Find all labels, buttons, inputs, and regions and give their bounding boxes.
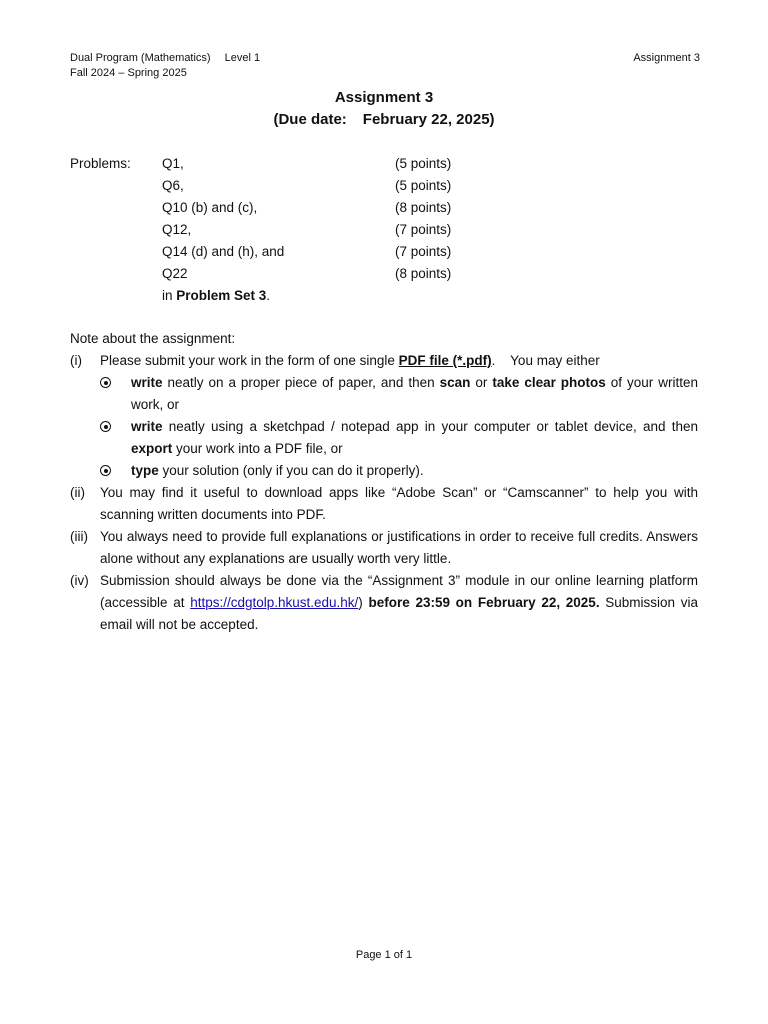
- header-program: Dual Program (Mathematics): [70, 52, 211, 64]
- problem-set-prefix: in: [162, 288, 177, 303]
- problem-set-name: Problem Set 3: [176, 288, 267, 303]
- platform-link[interactable]: https://cdgtolp.hkust.edu.hk/: [190, 595, 359, 610]
- bullet-text: your solution (only if you can do it properly).: [158, 463, 424, 478]
- circle-dot-bullet-icon: [100, 377, 111, 388]
- problems-label: Problems:: [70, 156, 131, 171]
- note-number: (iii): [70, 529, 88, 544]
- bullet-text: neatly on a proper piece of paper, and then: [162, 375, 440, 390]
- bullet-text: or: [470, 375, 493, 390]
- bullet-bold: scan: [439, 375, 471, 390]
- bullet-text: your work into a PDF file, or: [172, 441, 343, 456]
- pdf-file-emphasis: PDF file (*.pdf): [398, 353, 492, 368]
- note-text: Submission should always be done via the “Assignment 3” module in our online learning platform (accessible at: [100, 573, 698, 610]
- note-number: (ii): [70, 485, 85, 500]
- option-bullet-3: [100, 460, 698, 482]
- note-text: Please submit your work in the form of one single: [100, 353, 399, 368]
- problem-points: (7 points): [395, 244, 452, 259]
- problem-points: (8 points): [395, 266, 452, 281]
- problem-points: (5 points): [395, 156, 452, 171]
- option-bullet-2: [100, 416, 698, 460]
- note-number: (i): [70, 353, 82, 368]
- due-date: February 22, 2025): [362, 111, 495, 128]
- note-text: ): [358, 595, 369, 610]
- bullet-bold: write: [131, 375, 163, 390]
- problem-points: (7 points): [395, 222, 452, 237]
- header-assignment: Assignment 3: [633, 52, 700, 64]
- notes-heading: Note about the assignment:: [70, 331, 236, 346]
- problem-set-suffix: .: [266, 288, 271, 303]
- note-number: (iv): [70, 573, 89, 588]
- problem-points: (8 points): [395, 200, 452, 215]
- bullet-text: neatly using a sketchpad / notepad app in your computer or tablet device, and then: [162, 419, 698, 434]
- header-left: [70, 51, 260, 81]
- header-term: Fall 2024 – Spring 2025: [70, 67, 187, 79]
- option-bullet-1: [100, 372, 698, 416]
- problem-question: Q1,: [162, 156, 184, 171]
- problem-question: Q14 (d) and (h), and: [162, 244, 285, 259]
- due-prefix: (Due date:: [273, 111, 347, 128]
- note-text: You may find it useful to download apps like “Adobe Scan” or “Camscanner” to help you with scanning written documents into PDF.: [100, 485, 698, 522]
- note-item-i: [70, 350, 698, 482]
- note-item-iii: [70, 526, 698, 570]
- document-title: Assignment 3: [334, 89, 434, 106]
- circle-dot-bullet-icon: [100, 465, 111, 476]
- note-item-iv: [70, 570, 698, 636]
- note-text: You always need to provide full explanations or justifications in order to receive full credits. Answers alone without any explanations are usually worth very little.: [100, 529, 698, 566]
- problem-question: Q10 (b) and (c),: [162, 200, 258, 215]
- bullet-bold: write: [131, 419, 163, 434]
- bullet-text: of your written work, or: [131, 375, 698, 412]
- due-date-line: [0, 109, 768, 131]
- problem-question: Q12,: [162, 222, 192, 237]
- title-block: [0, 87, 768, 131]
- notes-section: [70, 328, 698, 636]
- problem-question: Q22: [162, 266, 188, 281]
- problem-question: Q6,: [162, 178, 184, 193]
- circle-dot-bullet-icon: [100, 421, 111, 432]
- note-text: Submission via email will not be accepted.: [100, 595, 699, 632]
- bullet-bold: type: [131, 463, 159, 478]
- page-number: Page 1 of 1: [355, 949, 413, 961]
- bullet-bold: take clear photos: [492, 375, 606, 390]
- problem-points: (5 points): [395, 178, 452, 193]
- deadline-emphasis: before 23:59 on February 22, 2025.: [368, 595, 600, 610]
- bullet-bold: export: [131, 441, 173, 456]
- note-text: . You may either: [491, 353, 600, 368]
- note-item-ii: [70, 482, 698, 526]
- header-level: Level 1: [224, 52, 261, 64]
